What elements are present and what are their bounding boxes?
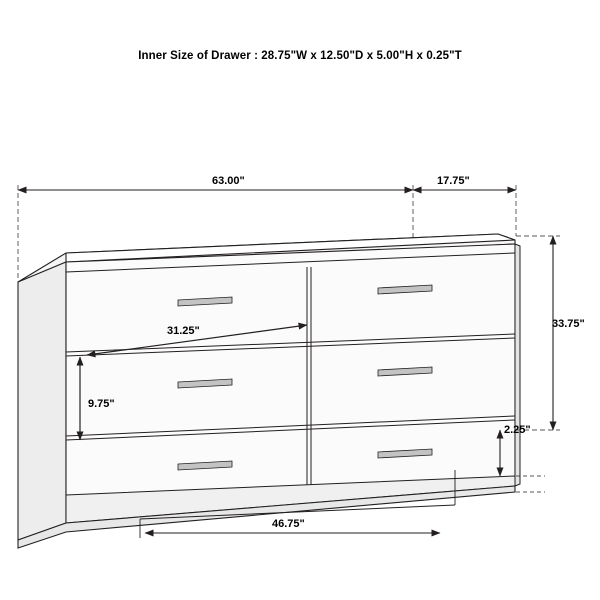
dimension-side-depth: 17.75" [437, 175, 470, 187]
page-title: Inner Size of Drawer : 28.75"W x 12.50"D x 5.00"H x 0.25"T [138, 50, 462, 62]
dimension-base-height: 2.25" [504, 424, 531, 436]
dimension-overall-height: 33.75" [552, 318, 585, 330]
dresser-body [18, 234, 520, 548]
dimension-drawer-front-height: 9.75" [88, 398, 115, 410]
dimension-overall-width: 63.00" [212, 175, 245, 187]
dimension-drawer-front-width: 31.25" [167, 325, 200, 337]
dimension-base-width: 46.75" [272, 518, 305, 530]
